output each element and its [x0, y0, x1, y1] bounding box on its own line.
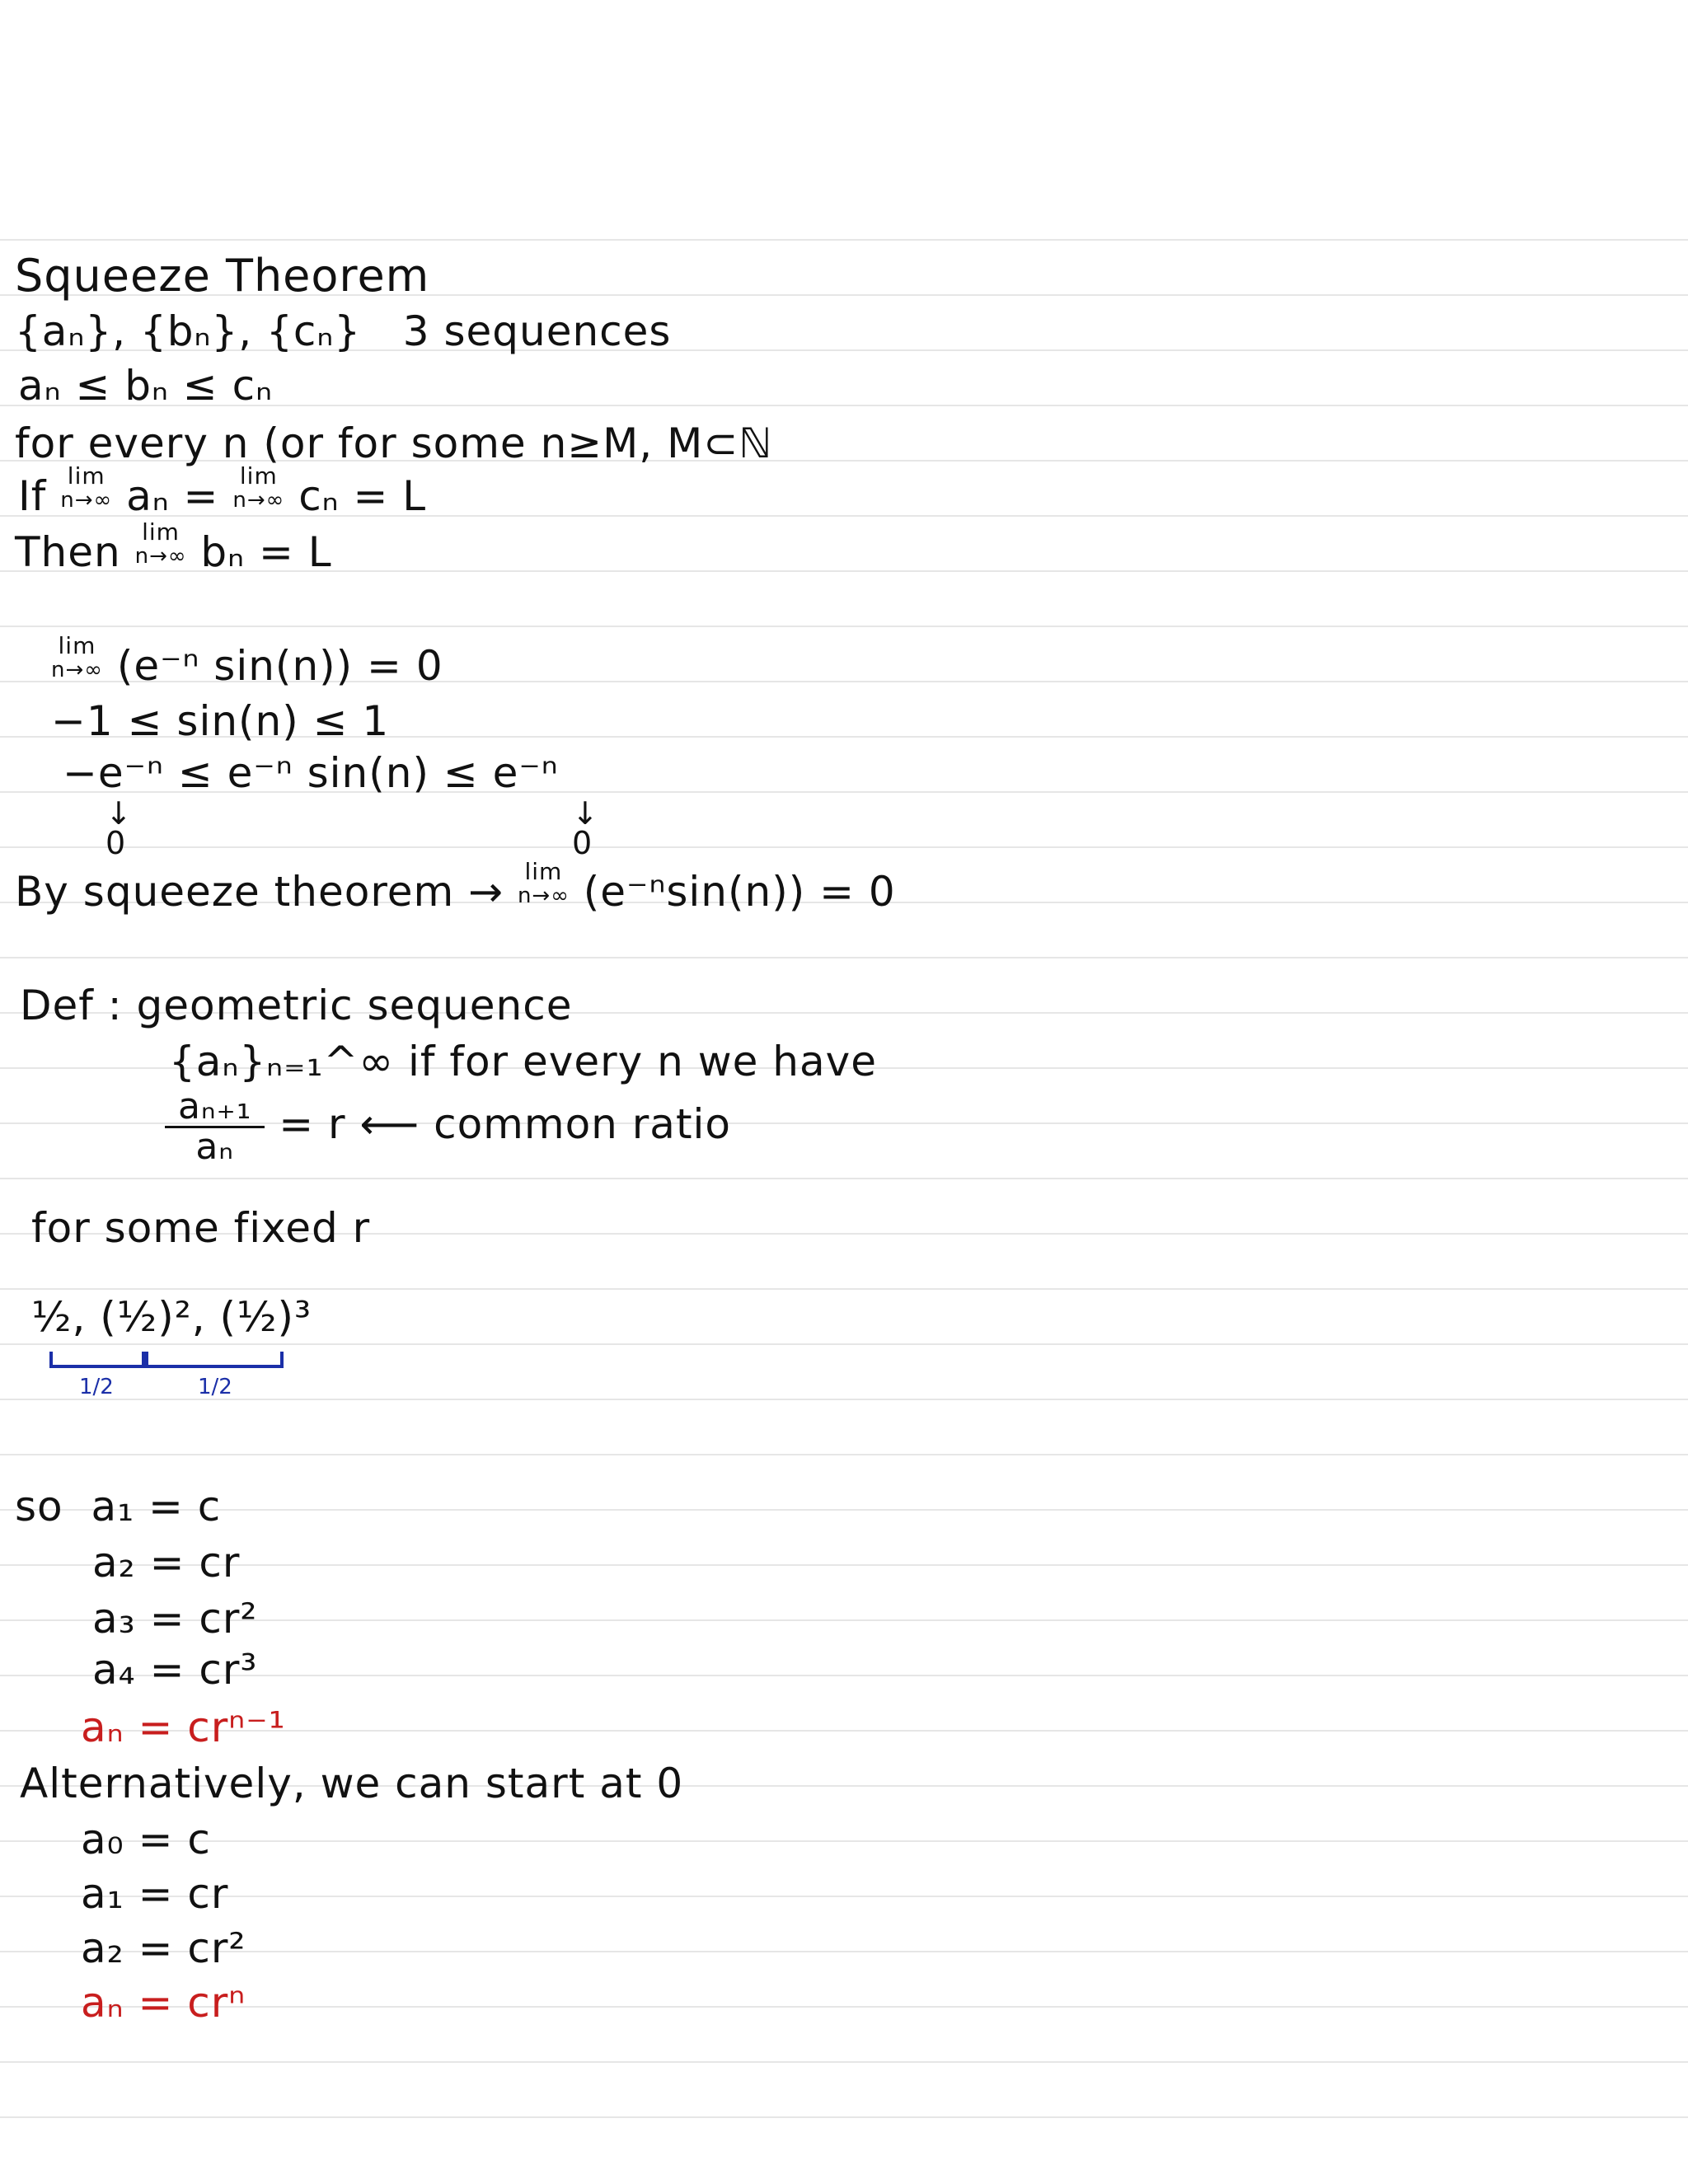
lim-word: lim — [524, 858, 563, 885]
so-label: so — [15, 1483, 63, 1530]
ratio-brace-2 — [145, 1352, 284, 1368]
lim-subscript: n→∞ — [517, 883, 570, 908]
ruled-line — [0, 2116, 1688, 2118]
if-prefix: If — [18, 472, 47, 520]
term-a1: a₁ = c — [91, 1483, 222, 1530]
if-mid: aₙ = — [126, 472, 219, 520]
term-a3: a₃ = cr² — [92, 1595, 258, 1643]
example-sequence: ½, (½)², (½)³ — [31, 1293, 312, 1341]
ruled-line — [0, 1399, 1688, 1400]
terms0-line-a2 — [81, 1924, 246, 1973]
terms-line-a4 — [92, 1645, 257, 1694]
def-title: geometric sequence — [136, 982, 573, 1029]
ruled-line — [0, 1288, 1688, 1290]
ruled-line — [0, 239, 1688, 241]
lim-subscript: n→∞ — [134, 544, 187, 569]
arrow-down-icon: ↓ — [106, 795, 132, 832]
squeeze-title: Squeeze Theorem — [15, 250, 430, 302]
term0-a0: a₀ = c — [81, 1816, 211, 1863]
term-a2: a₂ = cr — [92, 1539, 241, 1586]
then-prefix: Then — [15, 528, 121, 576]
if-end: cₙ = L — [298, 472, 427, 520]
ruled-line — [0, 1509, 1688, 1511]
definition-condition: {aₙ}ₙ₌₁^∞ if for every n we have — [169, 1038, 877, 1085]
example-limit-body: (e⁻ⁿ sin(n)) = 0 — [116, 642, 443, 690]
section-title-squeeze — [15, 251, 429, 301]
ratio-brace-label-1: 1/2 — [79, 1375, 114, 1399]
ruled-line — [0, 2006, 1688, 2008]
if-line — [18, 462, 427, 521]
ruled-line — [0, 626, 1688, 627]
arrow-down-icon: ↓ — [572, 795, 598, 832]
limit-operator — [517, 858, 570, 908]
conclusion-line — [15, 858, 896, 916]
ratio-brace-label-2: 1/2 — [198, 1375, 232, 1399]
then-end: bₙ = L — [200, 528, 332, 576]
limit-operator — [60, 462, 113, 513]
ruled-line — [0, 1896, 1688, 1897]
terms0-line-a1 — [81, 1869, 228, 1919]
fixed-r: for some fixed r — [31, 1204, 371, 1252]
alternative-text: Alternatively, we can start at 0 — [20, 1760, 684, 1807]
squeeze-bounds-line — [63, 748, 559, 798]
definition-condition-line — [169, 1037, 877, 1086]
terms-line-a2 — [92, 1538, 240, 1587]
term-a4: a₄ = cr³ — [92, 1646, 258, 1694]
ruled-line — [0, 957, 1688, 958]
general-term-from-0 — [81, 1978, 246, 2027]
ruled-line — [0, 1343, 1688, 1345]
term0-an: aₙ = crⁿ — [81, 1979, 246, 2027]
sine-bounds-line — [51, 696, 389, 746]
limit-zero-right: 0 — [572, 825, 593, 861]
ruled-line — [0, 1178, 1688, 1179]
definition-heading — [20, 981, 572, 1030]
ratio-rhs: = r ⟵ common ratio — [279, 1100, 732, 1149]
squeeze-bounds: −e⁻ⁿ ≤ e⁻ⁿ sin(n) ≤ e⁻ⁿ — [63, 749, 559, 797]
term-an: aₙ = crⁿ⁻¹ — [81, 1704, 286, 1751]
then-line — [15, 518, 332, 577]
condition-line — [15, 419, 772, 468]
conclusion-body: (e⁻ⁿsin(n)) = 0 — [583, 868, 896, 916]
ratio-denominator: aₙ — [195, 1126, 234, 1169]
lim-word: lim — [239, 462, 278, 490]
ratio-fraction — [165, 1085, 265, 1169]
ruled-line — [0, 846, 1688, 848]
fixed-r-line — [31, 1203, 370, 1253]
general-term-from-1 — [81, 1703, 286, 1752]
term0-a2: a₂ = cr² — [81, 1924, 246, 1972]
example-limit-line — [51, 632, 443, 691]
terms-line-a1 — [15, 1482, 221, 1531]
ruled-line — [0, 2061, 1688, 2063]
lim-subscript: n→∞ — [51, 658, 103, 682]
terms0-line-a0 — [81, 1815, 211, 1864]
lim-word: lim — [67, 462, 106, 490]
terms-line-a3 — [92, 1594, 257, 1643]
ratio-brace-1 — [49, 1352, 145, 1368]
lim-word: lim — [142, 518, 180, 546]
limit-operator — [232, 462, 285, 513]
inequality-line — [18, 361, 273, 410]
sine-bounds: −1 ≤ sin(n) ≤ 1 — [51, 697, 390, 745]
sequences-label: 3 sequences — [402, 307, 672, 355]
limit-operator — [51, 632, 103, 682]
lim-subscript: n→∞ — [60, 488, 113, 513]
lim-word: lim — [58, 632, 96, 659]
alternative-line — [20, 1759, 683, 1808]
term0-a1: a₁ = cr — [81, 1870, 229, 1918]
example-sequence-line — [31, 1292, 312, 1342]
conclusion-prefix: By squeeze theorem → — [15, 868, 504, 916]
lim-subscript: n→∞ — [232, 488, 285, 513]
ratio-line — [165, 1085, 732, 1169]
ruled-line — [0, 1840, 1688, 1842]
def-label: Def : — [20, 982, 123, 1029]
ruled-line — [0, 1454, 1688, 1455]
limit-zero-left: 0 — [106, 825, 126, 861]
sequences-line — [15, 307, 671, 356]
ratio-numerator: aₙ₊₁ — [165, 1088, 265, 1128]
ruled-line — [0, 1564, 1688, 1566]
inequality: aₙ ≤ bₙ ≤ cₙ — [18, 362, 273, 410]
ruled-line — [0, 1951, 1688, 1952]
sequences-set: {aₙ}, {bₙ}, {cₙ} — [15, 307, 362, 355]
condition: for every n (or for some n≥M, M⊂ℕ — [15, 419, 773, 467]
limit-operator — [134, 518, 187, 569]
